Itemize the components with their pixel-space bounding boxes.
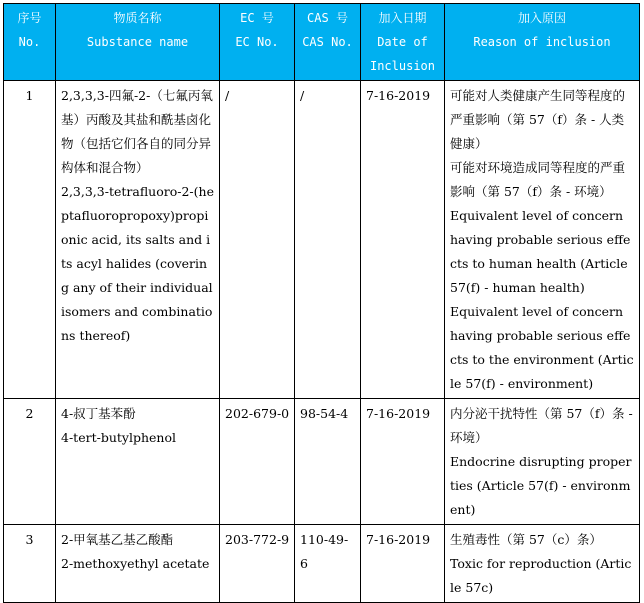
row-no: 1 bbox=[4, 81, 56, 399]
reason-text: 生殖毒性（第 57（c）条） bbox=[450, 532, 602, 547]
header-ec-zh: EC 号 bbox=[240, 11, 274, 25]
header-reason bbox=[445, 4, 640, 81]
inclusion-date: 7-16-2019 bbox=[361, 399, 445, 525]
substance-name-en: 4-tert-butylphenol bbox=[61, 430, 176, 445]
header-date-zh: 加入日期 bbox=[378, 11, 427, 25]
reason-text: 可能对环境造成同等程度的严重影响（第 57（f）条 - 环境） bbox=[450, 160, 626, 199]
header-no bbox=[4, 4, 56, 81]
reason-text: Equivalent level of concern having probable serious effects to the environment (Article 57(f) - environment) bbox=[450, 304, 634, 391]
svhc-table bbox=[3, 3, 640, 603]
header-ec bbox=[220, 4, 295, 81]
reason-text: Equivalent level of concern having probable serious effects to human health (Article 57(f) - human health) bbox=[450, 208, 631, 295]
reason-text: Endocrine disrupting properties (Article 57(f) - environment) bbox=[450, 454, 632, 517]
header-date bbox=[361, 4, 445, 81]
reason-cell bbox=[445, 399, 640, 525]
substance-name-cell bbox=[56, 81, 220, 399]
header-cas-zh: CAS 号 bbox=[307, 11, 348, 25]
inclusion-date: 7-16-2019 bbox=[361, 81, 445, 399]
header-substance bbox=[56, 4, 220, 81]
header-reason-zh: 加入原因 bbox=[517, 11, 566, 25]
table-row bbox=[4, 81, 640, 399]
reason-cell bbox=[445, 525, 640, 603]
header-cas bbox=[295, 4, 361, 81]
inclusion-date: 7-16-2019 bbox=[361, 525, 445, 603]
reason-text: 内分泌干扰特性（第 57（f）条 - 环境） bbox=[450, 406, 633, 445]
row-no: 2 bbox=[4, 399, 56, 525]
ec-number: 202-679-0 bbox=[220, 399, 295, 525]
ec-number: / bbox=[220, 81, 295, 399]
substance-name-cell bbox=[56, 525, 220, 603]
header-no-en: No. bbox=[18, 35, 41, 49]
header-substance-en: Substance name bbox=[86, 35, 189, 49]
header-no-zh: 序号 bbox=[17, 11, 42, 25]
substance-name-zh: 2-甲氧基乙基乙酸酯 bbox=[61, 532, 174, 547]
header-row bbox=[4, 4, 640, 81]
cas-number: 110-49-6 bbox=[295, 525, 361, 603]
substance-name-cell bbox=[56, 399, 220, 525]
reason-text: Toxic for reproduction (Article 57c) bbox=[450, 556, 632, 595]
header-ec-en: EC No. bbox=[235, 35, 279, 49]
substance-name-en: 2,3,3,3-tetrafluoro-2-(heptafluoropropoxy)propionic acid, its salts and its acyl halides (covering any of their individual isomers and combinations thereof) bbox=[61, 184, 214, 343]
substance-name-zh: 4-叔丁基苯酚 bbox=[61, 406, 136, 421]
header-date-en-1: Date of bbox=[377, 35, 428, 49]
row-no: 3 bbox=[4, 525, 56, 603]
table-row bbox=[4, 525, 640, 603]
header-substance-zh: 物质名称 bbox=[113, 11, 162, 25]
reason-text: 可能对人类健康产生同等程度的严重影响（第 57（f）条 - 人类健康） bbox=[450, 88, 626, 151]
cas-number: / bbox=[295, 81, 361, 399]
header-reason-en: Reason of inclusion bbox=[473, 35, 611, 49]
header-cas-en: CAS No. bbox=[302, 35, 353, 49]
ec-number: 203-772-9 bbox=[220, 525, 295, 603]
substance-name-zh: 2,3,3,3-四氟-2-（七氟丙氧基）丙酸及其盐和酰基卤化物（包括它们各自的同分异构体和混合物） bbox=[61, 88, 213, 175]
substance-name-en: 2-methoxyethyl acetate bbox=[61, 556, 210, 571]
table-row bbox=[4, 399, 640, 525]
reason-cell bbox=[445, 81, 640, 399]
header-date-en-2: Inclusion bbox=[369, 59, 436, 73]
cas-number: 98-54-4 bbox=[295, 399, 361, 525]
